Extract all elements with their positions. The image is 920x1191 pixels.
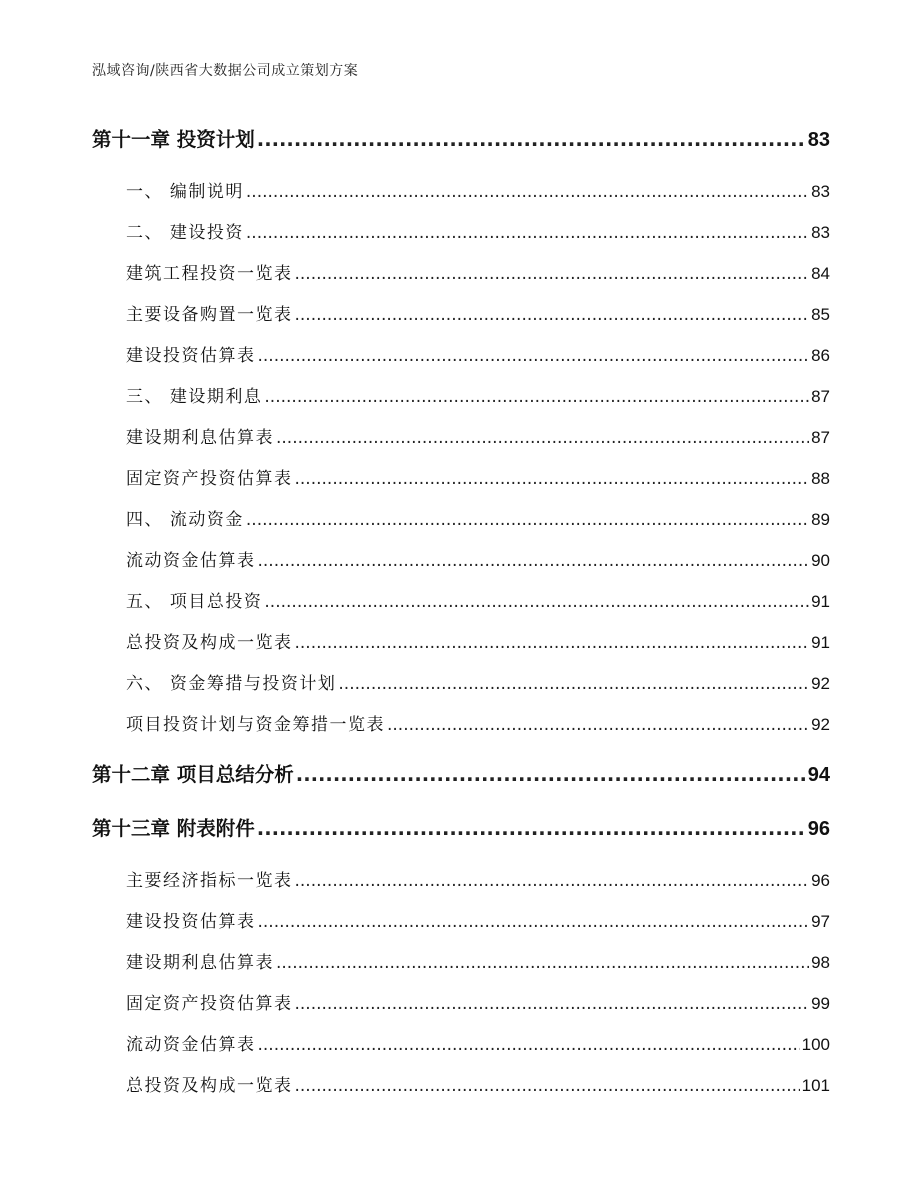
toc-entry-title: 建设投资估算表 [126,346,256,366]
toc-entry-page: 89 [811,510,830,529]
toc-dot-leader [257,817,806,840]
toc-entry-title: 建设投资估算表 [126,912,256,932]
toc-dot-leader [258,551,810,571]
toc-entry-page: 101 [801,1076,830,1095]
toc-entry-title: 第十三章 附表附件 [92,817,255,840]
toc-entry-title: 总投资及构成一览表 [126,1076,293,1096]
toc-entry-page: 83 [811,182,830,201]
toc-entry[interactable] [126,989,830,1014]
toc-entry[interactable] [126,1071,830,1096]
toc-entry[interactable] [126,464,830,489]
toc-entry-page: 83 [807,129,830,151]
toc-dot-leader [258,912,810,932]
toc-entry[interactable] [126,546,830,571]
toc-entry[interactable] [126,948,830,973]
toc-dot-leader [246,223,809,243]
toc-entry-page: 91 [811,633,830,652]
toc-entry-title: 固定资产投资估算表 [126,469,293,489]
toc-entry-title: 流动资金估算表 [126,1035,256,1055]
toc-entry-chapter-11[interactable] [92,124,830,152]
toc-entry-title: 建设期利息估算表 [126,953,274,973]
toc-dot-leader [257,128,806,151]
toc-entry-title: 一、 编制说明 [126,182,244,202]
toc-dot-leader [295,1076,800,1096]
toc-entry[interactable] [126,259,830,284]
toc-entry-page: 96 [807,818,830,840]
toc-entry[interactable] [126,669,830,694]
toc-entry-title: 六、 资金筹措与投资计划 [126,674,337,694]
toc-entry-title: 主要设备购置一览表 [126,305,293,325]
toc-entry-title: 总投资及构成一览表 [126,633,293,653]
toc-entry-page: 88 [811,469,830,488]
toc-dot-leader [295,305,810,325]
toc-entry-page: 86 [811,346,830,365]
toc-dot-leader [246,510,809,530]
toc-entry[interactable] [126,907,830,932]
toc-dot-leader [295,871,810,891]
toc-entry-title: 建筑工程投资一览表 [126,264,293,284]
toc-entry[interactable] [126,341,830,366]
toc-entry-title: 固定资产投资估算表 [126,994,293,1014]
toc-entry-title: 五、 项目总投资 [126,592,263,612]
toc-dot-leader [295,633,810,653]
toc-dot-leader [295,264,810,284]
running-header: 泓域咨询/陕西省大数据公司成立策划方案 [92,63,359,79]
toc-dot-leader [295,469,810,489]
toc-entry-page: 96 [811,871,830,890]
toc-dot-leader [276,428,809,448]
toc-entry-chapter-12[interactable] [92,759,830,787]
toc-entry-page: 87 [811,387,830,406]
toc-entry-page: 100 [801,1035,830,1054]
toc-dot-leader [276,953,809,973]
toc-entry-title: 主要经济指标一览表 [126,871,293,891]
toc-dot-leader [258,346,810,366]
toc-entry-title: 流动资金估算表 [126,551,256,571]
toc-entry-title: 第十二章 项目总结分析 [92,763,294,786]
toc-entry-page: 90 [811,551,830,570]
toc-dot-leader [264,592,809,612]
toc-entry-page: 87 [811,428,830,447]
toc-entry[interactable] [126,505,830,530]
toc-entry-page: 97 [811,912,830,931]
toc-dot-leader [264,387,809,407]
toc-entry-title: 第十一章 投资计划 [92,128,255,151]
toc-entry-page: 99 [811,994,830,1013]
toc-entry[interactable] [126,177,830,202]
toc-entry[interactable] [126,300,830,325]
toc-entry[interactable] [126,382,830,407]
toc-entry-page: 94 [807,764,830,786]
toc-entry[interactable] [126,866,830,891]
toc-entry-title: 项目投资计划与资金筹措一览表 [126,715,385,735]
toc-entry-page: 84 [811,264,830,283]
toc-entry-title: 二、 建设投资 [126,223,244,243]
toc-entry[interactable] [126,218,830,243]
toc-entry-title: 三、 建设期利息 [126,387,263,407]
toc-entry[interactable] [126,1030,830,1055]
toc-entry-page: 85 [811,305,830,324]
toc-dot-leader [295,994,810,1014]
toc-dot-leader [258,1035,800,1055]
toc-entry[interactable] [126,628,830,653]
toc-dot-leader [246,182,809,202]
toc-entry[interactable] [126,587,830,612]
toc-entry[interactable] [126,423,830,448]
toc-entry-page: 91 [811,592,830,611]
toc-entry-page: 83 [811,223,830,242]
toc-entry[interactable] [126,710,830,735]
toc-dot-leader [338,674,809,694]
toc-dot-leader [387,715,809,735]
toc-entry-title: 建设期利息估算表 [126,428,274,448]
toc-entry-page: 92 [811,674,830,693]
toc-entry-page: 92 [811,715,830,734]
toc-entry-chapter-13[interactable] [92,813,830,841]
toc-entry-title: 四、 流动资金 [126,510,244,530]
toc-entry-page: 98 [811,953,830,972]
toc-dot-leader [296,763,806,786]
